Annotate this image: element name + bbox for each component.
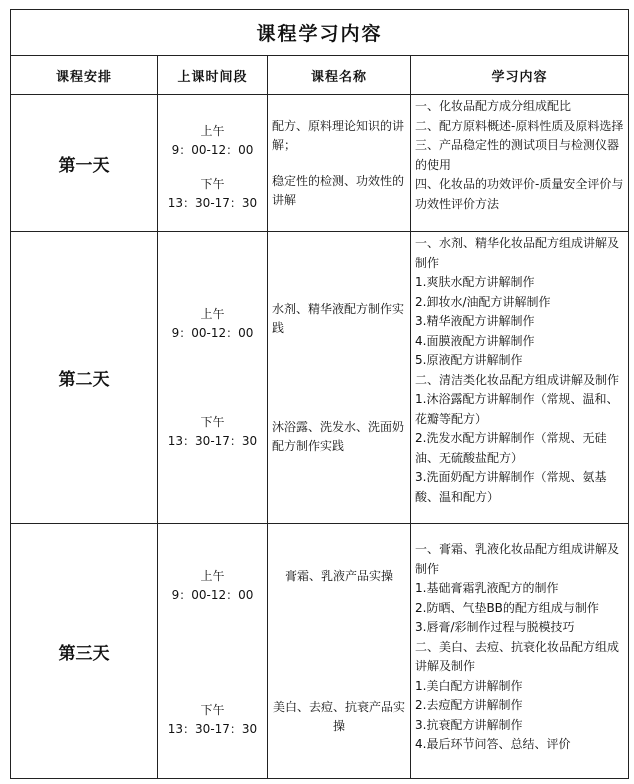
content-line: 3.唇膏/彩制作过程与脱模技巧	[415, 620, 575, 634]
content-line: 一、膏霜、乳液化妆品配方组成讲解及制作	[415, 542, 620, 576]
title-row	[11, 10, 629, 56]
time-cell	[158, 232, 268, 524]
time-cell	[158, 524, 268, 779]
time-range: 9：00-12：00	[171, 325, 254, 340]
content-line: 二、美白、去痘、抗衰化妆品配方组成讲解及制作	[415, 639, 620, 673]
time-range: 9：00-12：00	[171, 142, 254, 157]
table-row-day3	[11, 524, 629, 779]
course-schedule-table	[10, 9, 629, 779]
header-content: 学习内容	[411, 56, 629, 95]
content-line: 1.沐浴露配方讲解制作（常规、温和、花瓣等配方）	[415, 392, 619, 426]
content-line: 四、化妆品的功效评价-质量安全评价与功效性评价方法	[415, 177, 624, 211]
time-range: 13：30-17：30	[167, 433, 258, 448]
course-name: 配方、原料理论知识的讲解；	[272, 118, 405, 152]
time-cell	[158, 95, 268, 232]
course-name: 美白、去痘、抗衰产品实操	[272, 699, 405, 733]
content-line: 3.精华液配方讲解制作	[415, 314, 535, 328]
table-row-day2	[11, 232, 629, 524]
time-period: 下午	[200, 703, 225, 717]
content-line: 一、化妆品配方成分组成配比	[415, 99, 572, 113]
course-name: 沐浴露、洗发水、洗面奶配方制作实践	[272, 419, 405, 453]
header-schedule: 课程安排	[11, 56, 158, 95]
content-line: 5.原液配方讲解制作	[415, 353, 523, 367]
content-cell	[411, 232, 629, 524]
course-name-cell	[268, 95, 411, 232]
content-line: 一、水剂、精华化妆品配方组成讲解及制作	[415, 236, 620, 270]
day-label: 第一天	[11, 95, 158, 232]
time-period: 下午	[200, 414, 225, 429]
time-period: 上午	[200, 569, 225, 583]
content-line: 4.最后环节问答、总结、评价	[415, 737, 571, 751]
table-title: 课程学习内容	[11, 10, 629, 56]
time-period: 下午	[200, 176, 225, 191]
header-course-name: 课程名称	[268, 56, 411, 95]
course-name: 稳定性的检测、功效性的讲解	[272, 173, 405, 207]
course-name-cell	[268, 524, 411, 779]
content-line: 3.抗衰配方讲解制作	[415, 717, 523, 732]
header-time: 上课时间段	[158, 56, 268, 95]
content-line: 3.洗面奶配方讲解制作（常规、氨基酸、温和配方）	[415, 470, 607, 504]
content-line: 1.爽肤水配方讲解制作	[415, 275, 535, 289]
content-line: 2.洗发水配方讲解制作（常规、无硅油、无硫酸盐配方）	[415, 431, 607, 465]
time-range: 13：30-17：30	[167, 722, 258, 736]
content-line: 2.卸妆水/油配方讲解制作	[415, 294, 551, 309]
content-line: 二、配方原料概述-原料性质及原料选择	[415, 118, 624, 133]
day-label: 第三天	[11, 524, 158, 779]
content-cell	[411, 524, 629, 779]
time-range: 9：00-12：00	[171, 588, 254, 602]
day-label: 第二天	[11, 232, 158, 524]
content-line: 2.防晒、气垫BB的配方组成与制作	[415, 600, 599, 615]
content-line: 2.去痘配方讲解制作	[415, 698, 523, 712]
course-name: 水剂、精华液配方制作实践	[272, 301, 405, 335]
time-period: 上午	[200, 123, 225, 138]
content-line: 三、产品稳定性的测试项目与检测仪器的使用	[415, 138, 620, 172]
course-name-cell	[268, 232, 411, 524]
time-period: 上午	[200, 306, 225, 321]
content-cell	[411, 95, 629, 232]
course-name: 膏霜、乳液产品实操	[284, 568, 393, 583]
content-line: 4.面膜液配方讲解制作	[415, 333, 535, 348]
content-line: 1.基础膏霜乳液配方的制作	[415, 581, 559, 595]
table-row-day1	[11, 95, 629, 232]
header-row	[11, 56, 629, 95]
time-range: 13：30-17：30	[167, 195, 258, 210]
content-line: 1.美白配方讲解制作	[415, 678, 523, 693]
content-line: 二、清洁类化妆品配方组成讲解及制作	[415, 372, 620, 387]
